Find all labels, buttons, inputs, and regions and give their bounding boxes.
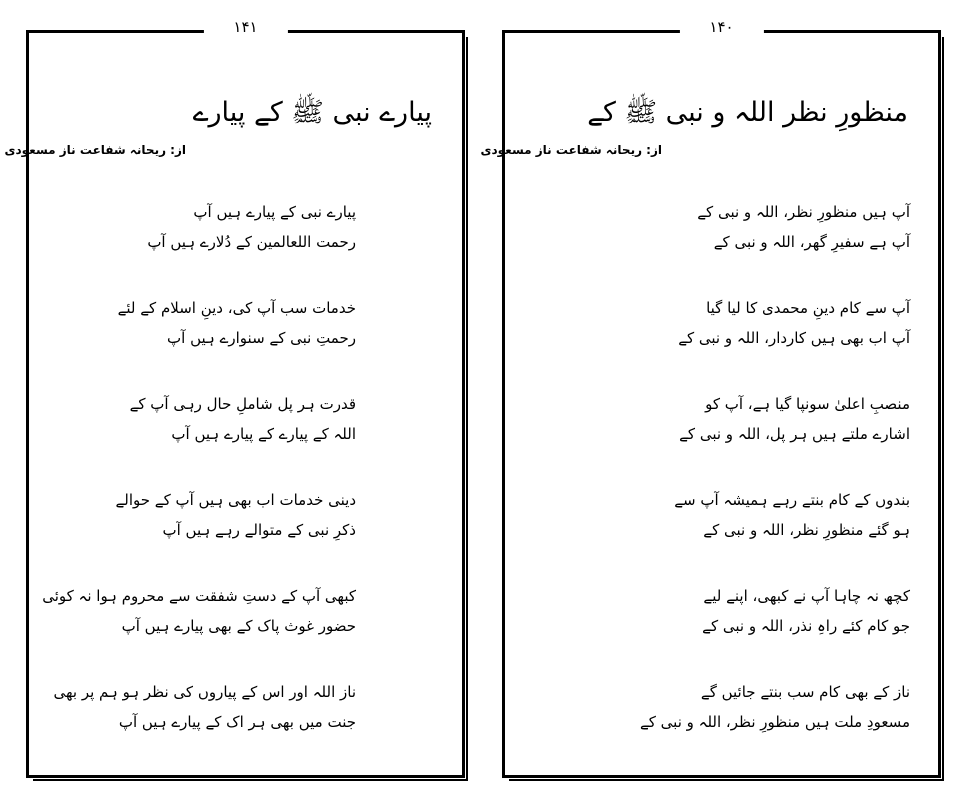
poem-line: جو کام کئے راہِ نذر، اللہ و نبی کے [702, 617, 910, 635]
stanza-3 [42, 389, 356, 485]
poem-line: ناز اللہ اور اس کے پیاروں کی نظر ہو ہم پر بھی [53, 683, 356, 701]
poem-line: ناز کے بھی کام سب بنتے جائیں گے [700, 683, 910, 701]
stanza-1 [42, 197, 356, 293]
stanza-2 [640, 293, 910, 389]
poem-line: حضور غوث پاک کے بھی پیارے ہیں آپ [121, 617, 356, 635]
poem-line: جنت میں بھی ہر اک کے پیارے ہیں آپ [118, 713, 356, 731]
stanza-6 [42, 677, 356, 773]
poem-line: کچھ نہ چاہا آپ نے کبھی، اپنے لیے [703, 587, 910, 605]
poem-line: اشارے ملتے ہیں ہر پل، اللہ و نبی کے [679, 425, 910, 443]
poem-line: پیارے نبی کے پیارے ہیں آپ [193, 203, 356, 221]
stanza-2 [42, 293, 356, 389]
poem-line: خدمات سب آپ کی، دینِ اسلام کے لئے [117, 299, 356, 317]
stanza-3 [640, 389, 910, 485]
poem-line: ذکرِ نبی کے متوالے رہے ہیں آپ [162, 521, 356, 539]
poem-line: اللہ کے پیارے کے پیارے ہیں آپ [171, 425, 356, 443]
stanza-5 [42, 581, 356, 677]
page-number: ۱۴۰ [679, 17, 763, 37]
stanza-6 [640, 677, 910, 773]
poem-line: آپ اب بھی ہیں کاردار، اللہ و نبی کے [678, 329, 910, 347]
poem-line: دینی خدمات اب بھی ہیں آپ کے حوالے [115, 491, 356, 509]
poem-line: آپ ہیں منظورِ نظر، اللہ و نبی کے [697, 203, 910, 221]
poem-line: رحمتِ نبی کے سنوارے ہیں آپ [167, 329, 356, 347]
poem-line: مسعودِ ملت ہیں منظورِ نظر، اللہ و نبی کے [639, 713, 910, 731]
stanza-1 [640, 197, 910, 293]
poem-line: آپ ہے سفیرِ گھر، اللہ و نبی کے [713, 233, 910, 251]
page-number: ۱۴۱ [203, 17, 287, 37]
stanza-4 [640, 485, 910, 581]
left-page [4, 18, 465, 778]
author-credit: از: ریحانہ شفاعت ناز مسعودی [480, 143, 662, 157]
poem-title: پیارے نبی ﷺ کے پیارے [192, 97, 432, 128]
poem-title: منظورِ نظر اللہ و نبی ﷺ کے [587, 97, 908, 128]
poem-body [42, 197, 356, 773]
poem-line: رحمت اللعالمین کے دُلارے ہیں آپ [147, 233, 356, 251]
poem-line: منصبِ اعلیٰ سونپا گیا ہے، آپ کو [705, 395, 910, 413]
poem-line: بندوں کے کام بنتے رہے ہمیشہ آپ سے [674, 491, 910, 509]
right-page [480, 18, 941, 778]
poem-body [640, 197, 910, 773]
poem-line: کبھی آپ کے دستِ شفقت سے محروم ہوا نہ کوئی [42, 587, 356, 605]
poem-line: آپ سے کام دینِ محمدی کا لیا گیا [706, 299, 910, 317]
poem-line: قدرت ہر پل شاملِ حال رہی آپ کے [129, 395, 356, 413]
poem-line: ہو گئے منظورِ نظر، اللہ و نبی کے [703, 521, 910, 539]
stanza-5 [640, 581, 910, 677]
stanza-4 [42, 485, 356, 581]
author-credit: از: ریحانہ شفاعت ناز مسعودی [4, 143, 186, 157]
